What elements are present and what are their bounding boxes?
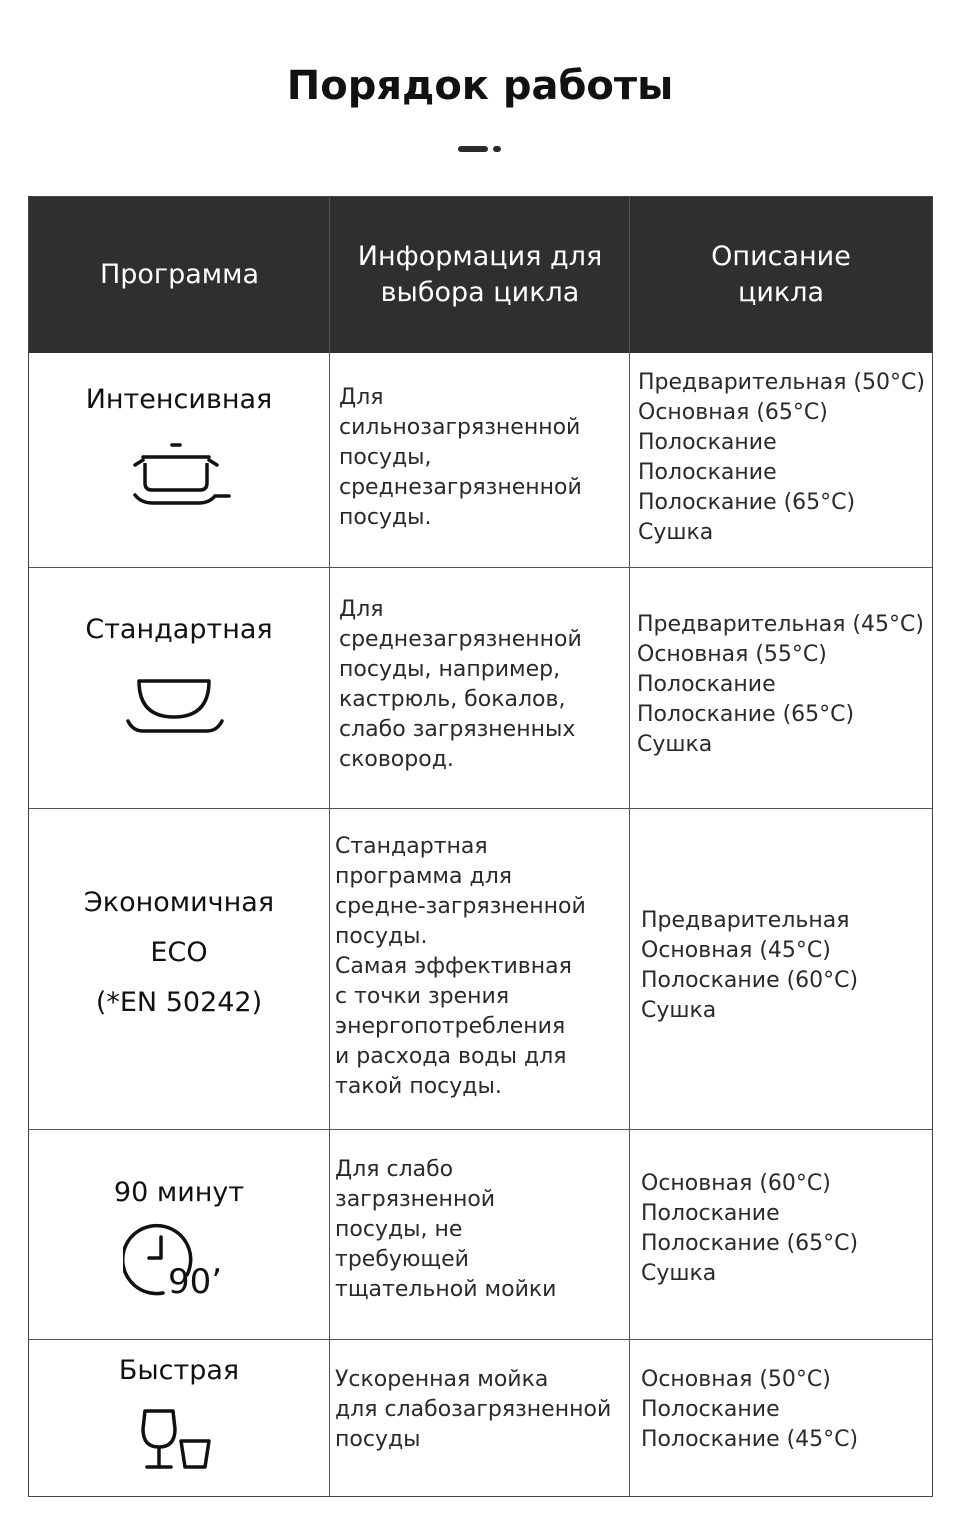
program-table <box>28 196 933 1497</box>
glasses-icon <box>137 1407 217 1471</box>
cycle-text: Предварительная Основная (45°C) Полоскание (60°C) Сушка <box>641 908 859 1023</box>
info-text: Для слабо загрязненной посуды, не требующей тщательной мойки <box>335 1157 557 1302</box>
header-cycle: Описание цикла <box>711 241 851 308</box>
divider-dash-short <box>493 146 501 152</box>
divider-dash-long <box>458 146 488 152</box>
info-text: Стандартная программа для средне-загрязненной посуды. Самая эффективная с точки зрения энергопотребления и расхода воды для такой посуды. <box>335 834 586 1099</box>
cycle-text: Предварительная (45°C) Основная (55°C) Полоскание Полоскание (65°C) Сушка <box>637 612 924 757</box>
program-name: Интенсивная <box>85 384 273 415</box>
row-divider <box>29 567 932 568</box>
info-text: Ускоренная мойка для слабозагрязненной посуды <box>335 1367 612 1452</box>
row-divider <box>29 1129 932 1130</box>
program-name: 90 минут <box>113 1177 245 1208</box>
bowl-icon <box>125 675 225 739</box>
cycle-text: Основная (50°C) Полоскание Полоскание (45°C) <box>641 1367 859 1452</box>
table-header <box>29 197 932 353</box>
row-divider <box>29 808 932 809</box>
pot-icon <box>129 439 233 509</box>
page-title: Порядок работы <box>286 63 674 109</box>
cycle-text: Основная (60°C) Полоскание Полоскание (65°C) Сушка <box>641 1171 859 1286</box>
header-program: Программа <box>99 259 260 290</box>
info-text: Для сильнозагрязненной посуды, среднезагрязненной посуды. <box>339 385 582 530</box>
clock-90-label: 90’ <box>168 1262 223 1301</box>
clock-90-icon <box>123 1221 223 1301</box>
program-name: Экономичная ECO (*EN 50242) <box>83 887 275 1018</box>
row-divider <box>29 1339 932 1340</box>
program-name: Быстрая <box>118 1355 240 1386</box>
info-text: Для среднезагрязненной посуды, например, кастрюль, бокалов, слабо загрязненных сковород. <box>339 597 582 772</box>
cycle-text: Предварительная (50°C) Основная (65°C) Полоскание Полоскание Полоскание (65°C) Сушка <box>638 370 925 545</box>
header-info: Информация для выбора цикла <box>357 241 603 308</box>
program-name: Стандартная <box>85 614 273 645</box>
column-divider <box>329 197 330 1496</box>
column-divider <box>629 197 630 1496</box>
